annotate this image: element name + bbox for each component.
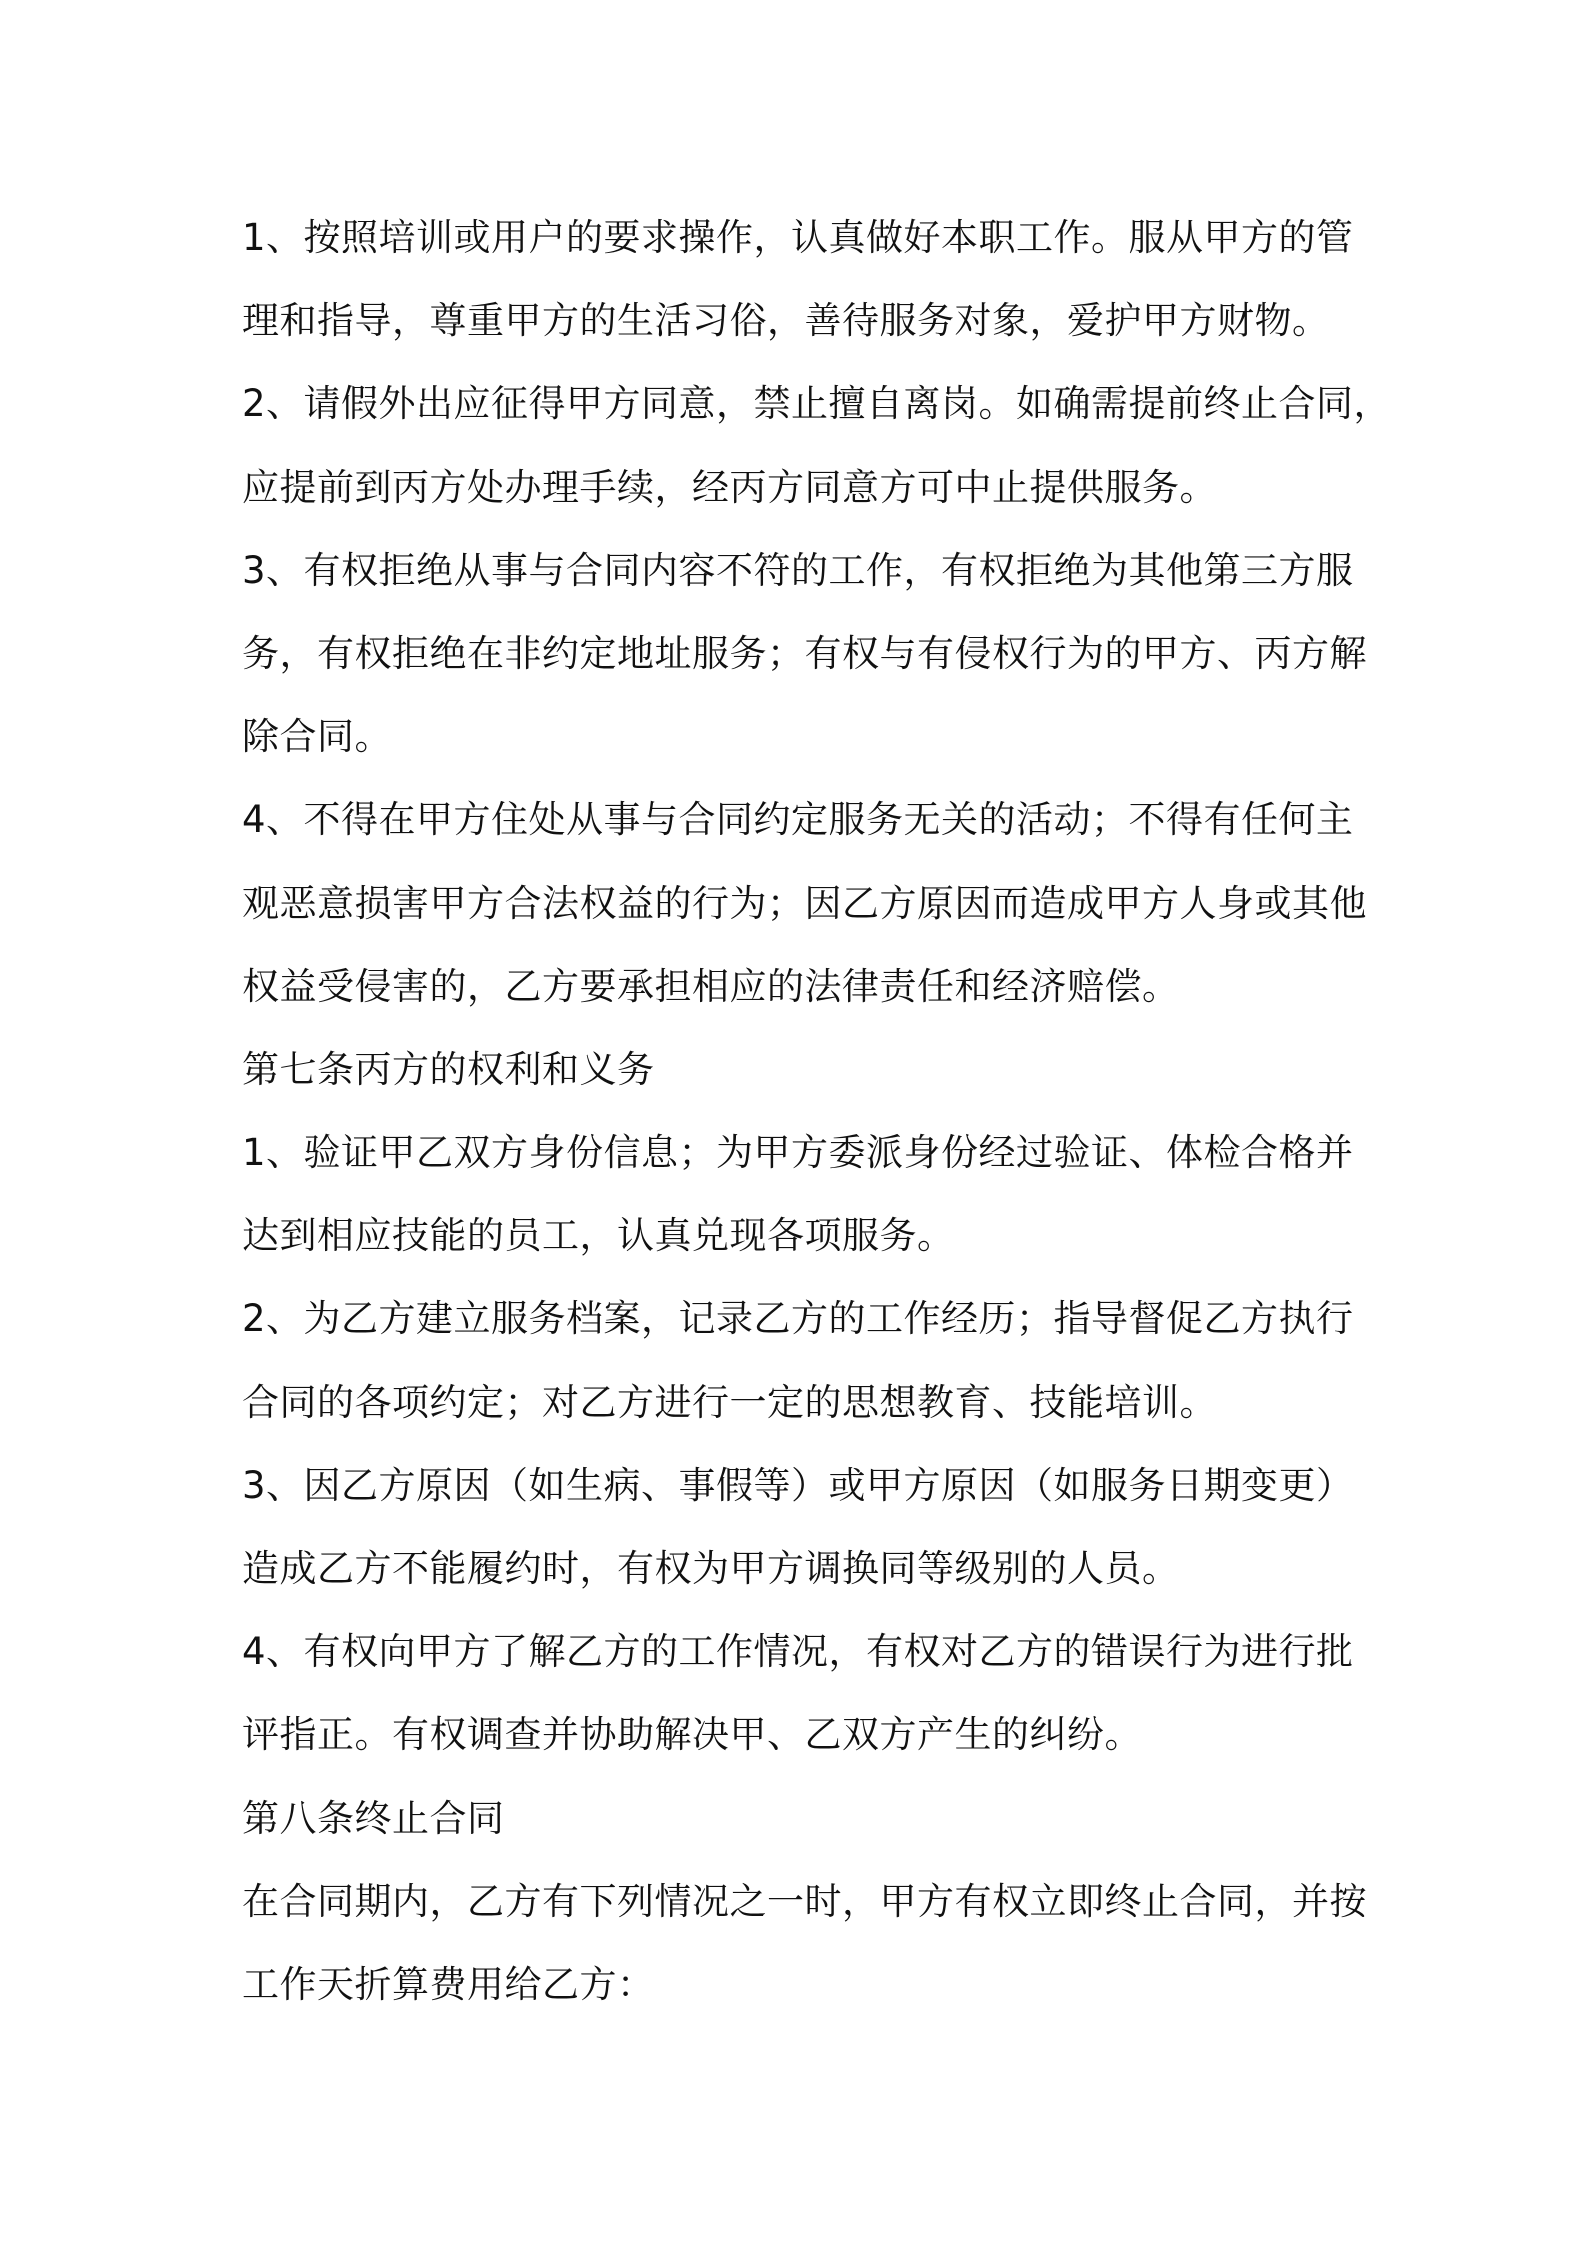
text-line: 应提前到丙方处办理手续，经丙方同意方可中止提供服务。 (242, 465, 1217, 509)
text-line: 工作天折算费用给乙方： (242, 1962, 655, 2006)
text-line: 2、请假外出应征得甲方同意，禁止擅自离岗。如确需提前终止合同， (242, 382, 1392, 426)
text-line: 权益受侵害的，乙方要承担相应的法律责任和经济赔偿。 (242, 964, 1180, 1008)
section-heading: 第七条丙方的权利和义务 (242, 1047, 655, 1091)
text-line: 1、验证甲乙双方身份信息；为甲方委派身份经过验证、体检合格并 (242, 1131, 1354, 1175)
text-line: 评指正。有权调查并协助解决甲、乙双方产生的纠纷。 (242, 1713, 1142, 1757)
section-heading: 第八条终止合同 (242, 1796, 505, 1840)
text-line: 观恶意损害甲方合法权益的行为；因乙方原因而造成甲方人身或其他 (242, 881, 1367, 925)
document-body (242, 196, 1392, 2026)
text-line: 2、为乙方建立服务档案，记录乙方的工作经历；指导督促乙方执行 (242, 1297, 1354, 1341)
text-line: 1、按照培训或用户的要求操作，认真做好本职工作。服从甲方的管 (242, 216, 1354, 259)
text-line: 除合同。 (242, 715, 392, 759)
text-line: 4、有权向甲方了解乙方的工作情况，有权对乙方的错误行为进行批 (242, 1630, 1354, 1674)
text-line: 理和指导，尊重甲方的生活习俗，善待服务对象，爱护甲方财物。 (242, 299, 1330, 343)
text-line: 合同的各项约定；对乙方进行一定的思想教育、技能培训。 (242, 1380, 1217, 1424)
text-line: 3、有权拒绝从事与合同内容不符的工作，有权拒绝为其他第三方服 (242, 548, 1354, 592)
text-line: 在合同期内，乙方有下列情况之一时，甲方有权立即终止合同，并按 (242, 1879, 1367, 1923)
text-line: 造成乙方不能履约时，有权为甲方调换同等级别的人员。 (242, 1547, 1180, 1590)
text-line: 务，有权拒绝在非约定地址服务；有权与有侵权行为的甲方、丙方解 (242, 631, 1367, 675)
text-line: 4、不得在甲方住处从事与合同约定服务无关的活动；不得有任何主 (242, 798, 1354, 842)
text-line: 3、因乙方原因（如生病、事假等）或甲方原因（如服务日期变更） (242, 1463, 1354, 1507)
text-line: 达到相应技能的员工，认真兑现各项服务。 (242, 1214, 955, 1258)
